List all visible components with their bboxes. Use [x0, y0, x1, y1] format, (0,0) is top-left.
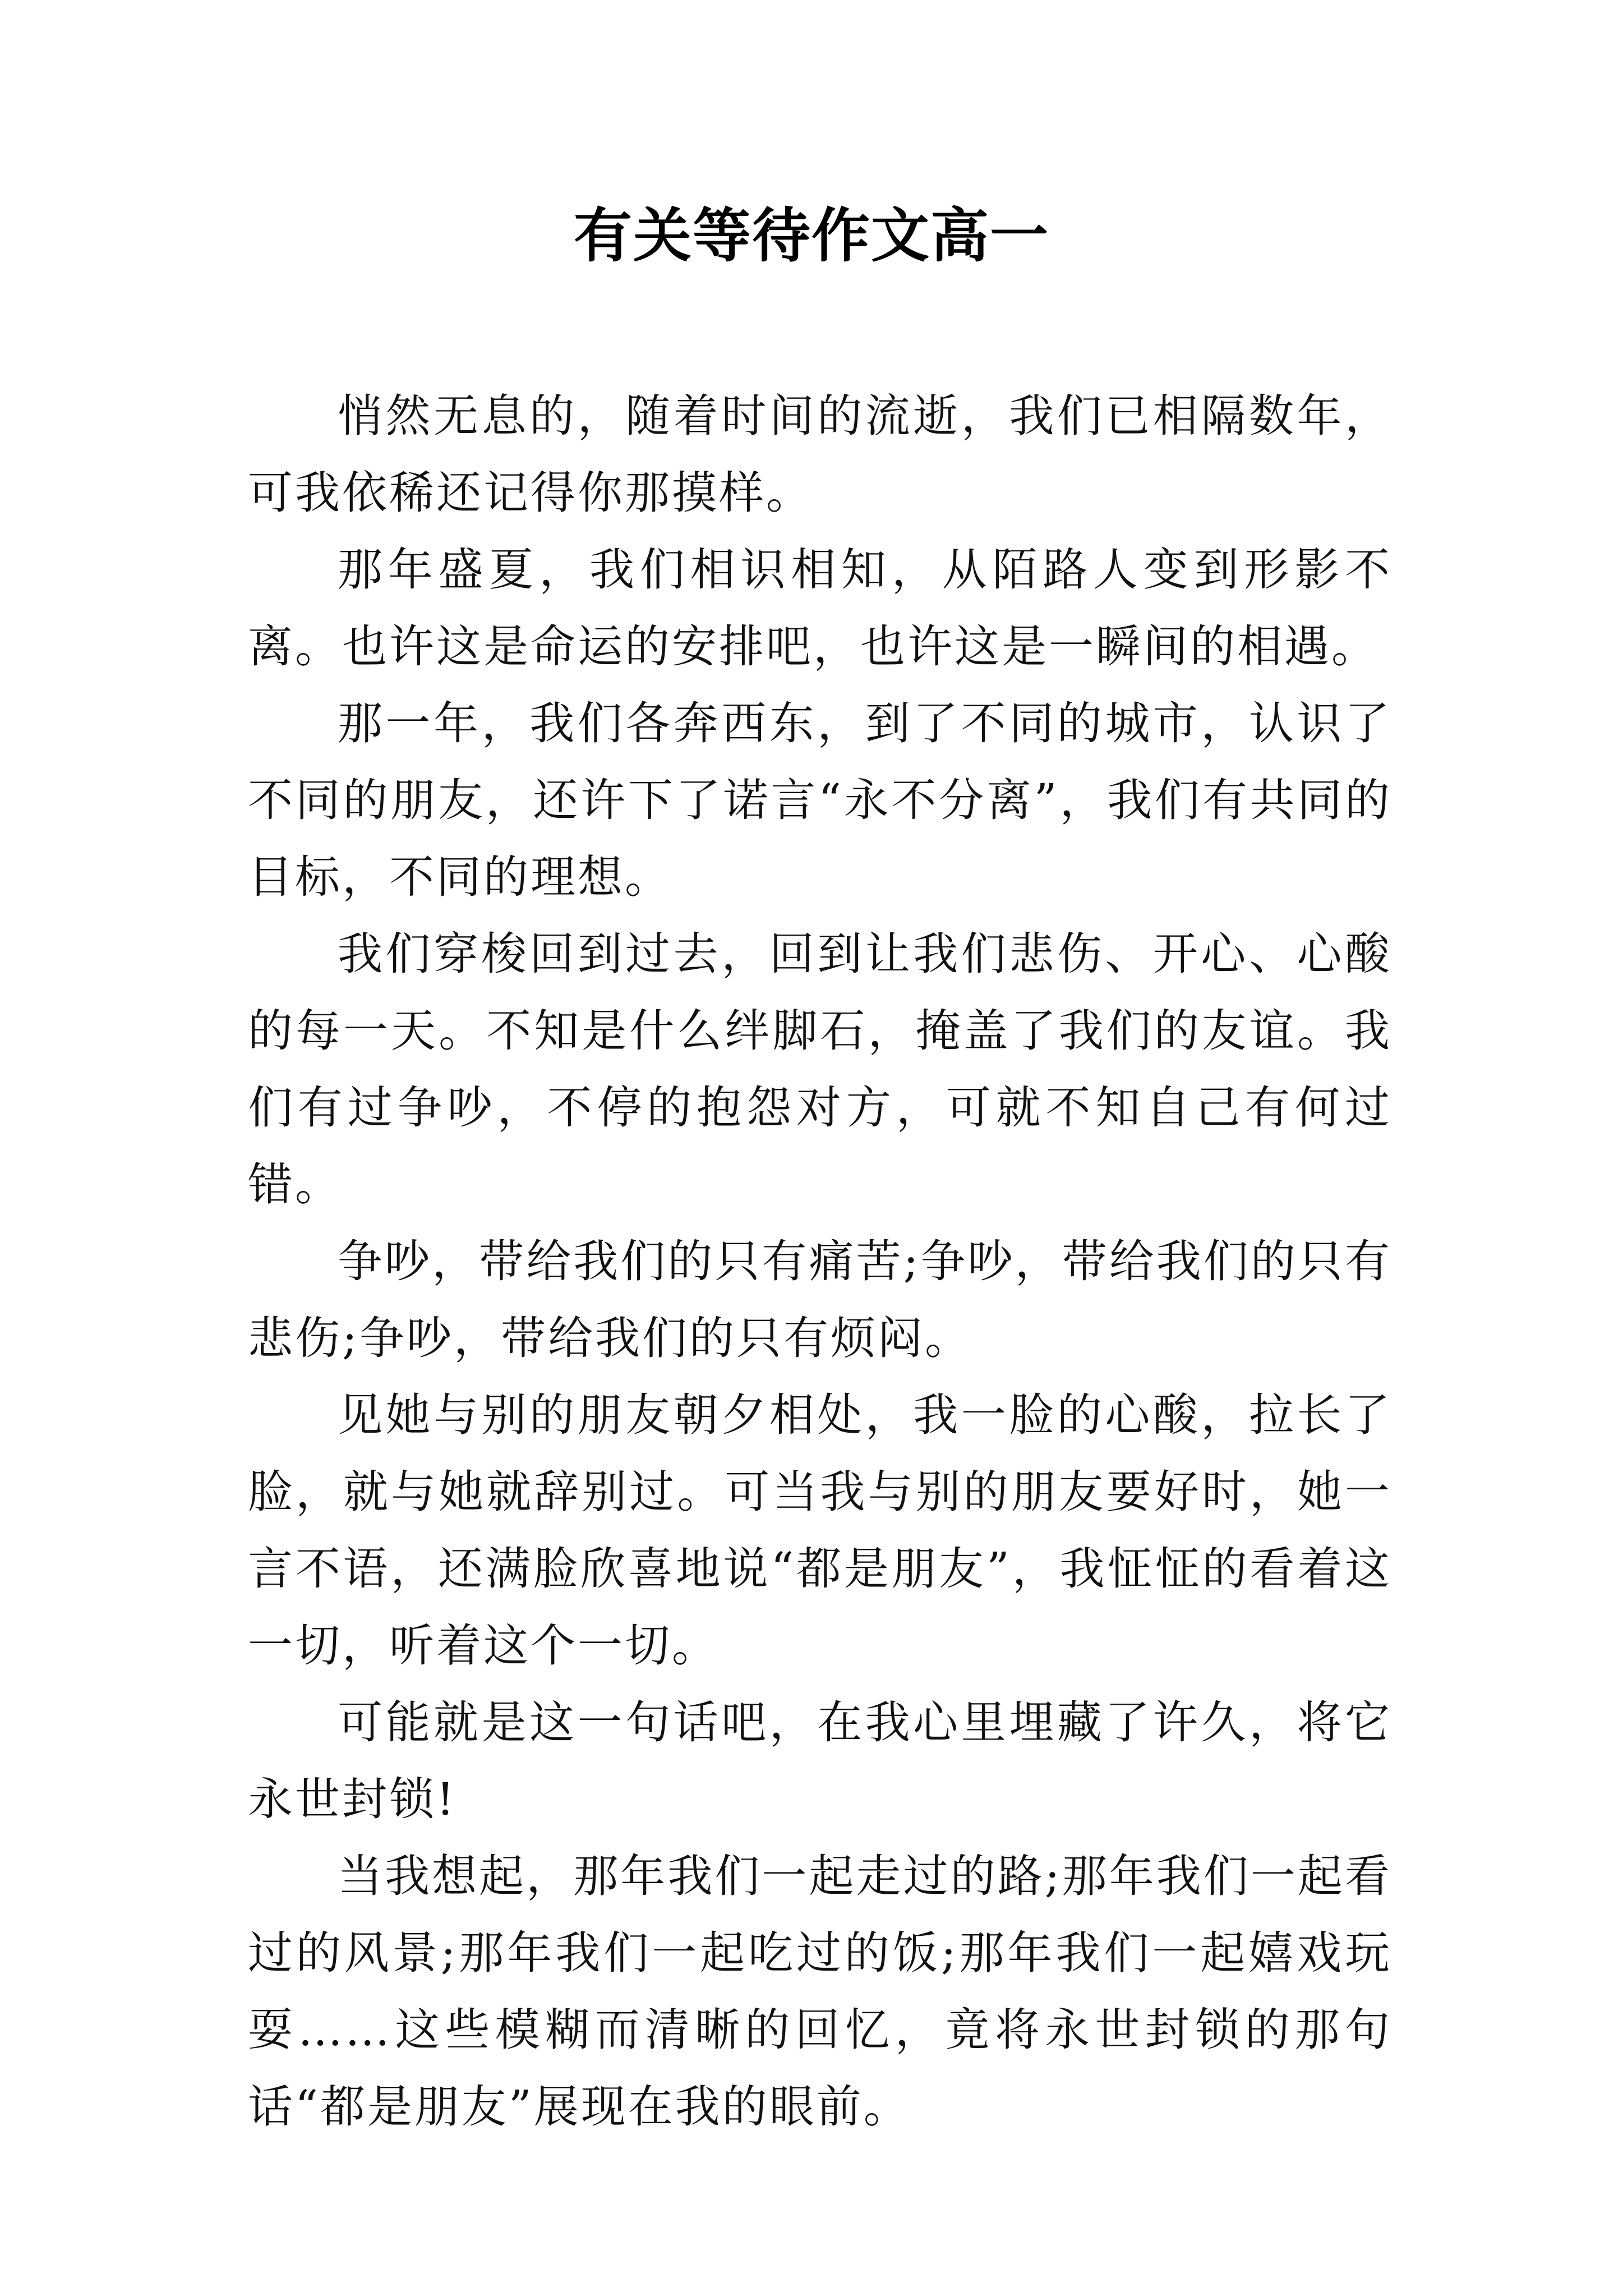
paragraph: 当我想起，那年我们一起走过的路;那年我们一起看过的风景;那年我们一起吃过的饭;那年我们一起嬉戏玩耍……这些模糊而清晰的回忆，竟将永世封锁的那句话“都是朋友”展现在我的眼前。: [248, 1850, 1392, 2133]
paragraph: 我们穿梭回到过去，回到让我们悲伤、开心、心酸的每一天。不知是什么绊脚石，掩盖了我们的友谊。我们有过争吵，不停的抱怨对方，可就不知自己有何过错。: [248, 928, 1392, 1211]
paragraph: 争吵，带给我们的只有痛苦;争吵，带给我们的只有悲伤;争吵，带给我们的只有烦闷。: [248, 1235, 1392, 1364]
paragraph: 可能就是这一句话吧，在我心里埋藏了许久，将它永世封锁!: [248, 1696, 1392, 1825]
paragraph: 见她与别的朋友朝夕相处，我一脸的心酸，拉长了脸，就与她就辞别过。可当我与别的朋友要好时，她一言不语，还满脸欣喜地说“都是朋友”，我怔怔的看着这一切，听着这个一切。: [248, 1389, 1392, 1672]
paragraph: 悄然无息的，随着时间的流逝，我们已相隔数年，可我依稀还记得你那摸样。: [248, 390, 1392, 519]
paragraph: 那一年，我们各奔西东，到了不同的城市，认识了不同的朋友，还许下了诺言“永不分离”，我们有共同的目标，不同的理想。: [248, 697, 1392, 903]
document-body: [248, 378, 1392, 2145]
document-title: 有关等待作文高一: [573, 201, 1049, 270]
paragraph: 那年盛夏，我们相识相知，从陌路人变到形影不离。也许这是命运的安排吧，也许这是一瞬间的相遇。: [248, 544, 1392, 673]
